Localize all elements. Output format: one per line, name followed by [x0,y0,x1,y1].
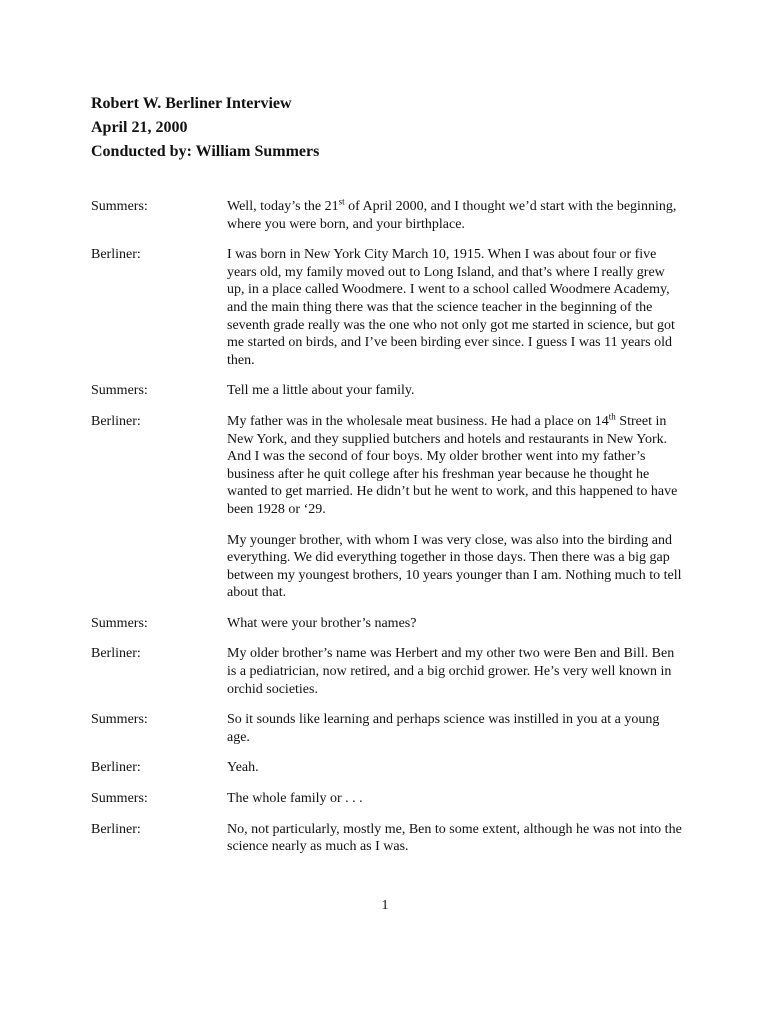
dialogue-paragraph [227,711,683,746]
transcript-entry [91,759,691,777]
dialogue-text: So it sounds like learning and perhaps science was instilled in you at a young age. [227,712,660,745]
transcript-entry [91,246,691,369]
dialogue-text: What were your brother’s names? [227,615,417,631]
dialogue-text: My younger brother, with whom I was very close, was also into the birding and everything. We did everything together in those days. Then there was a big gap between my youngest brothers, 10 years younger than I am. Nothing much to tell about that. [227,532,682,601]
transcript-entry [91,711,691,746]
speaker-label: Summers: [91,712,148,728]
speaker-label: Summers: [91,383,148,399]
transcript-entry [91,198,691,233]
page-number: 1 [381,898,389,913]
dialogue-text: Tell me a little about your family. [227,383,415,399]
dialogue-text: Yeah. [227,760,259,776]
dialogue-text: Street in New York, and they supplied butchers and hotels and restaurants in New York. And I was the second of four boys. My older brother went into my father’s business after he quit college after his freshman year because he thought he wanted to get married. He didn’t but he went to work, and this happened to have been 1928 or ‘29. [227,413,678,517]
entry-text [227,246,683,369]
entry-text [227,645,683,698]
dialogue-text: I was born in New York City March 10, 1915. When I was about four or five years old, my family moved out to Long Island, and that’s where I really grew up, in a place called Woodmere. I went to a school called Woodmere Academy, and the main thing there was that the science teacher in the beginning of the seventh grade really was the one who not only got me started in science, but got me started on birds, and I’ve been birding ever since. I guess I was 11 years old then. [227,247,675,368]
interviewer-line: Conducted by: William Summers [91,143,320,160]
speaker-label: Berliner: [91,760,141,776]
transcript-entry [91,821,691,856]
dialogue-paragraph [227,645,683,698]
dialogue-paragraph [227,790,683,808]
dialogue-text: Well, today’s the 21 [227,199,339,214]
document-header [91,92,319,164]
entry-text [227,615,683,633]
dialogue-paragraph [227,382,683,400]
dialogue-paragraph [227,532,683,602]
transcript [91,198,691,869]
dialogue-paragraph [227,413,683,519]
dialogue-text: My older brother’s name was Herbert and my other two were Ben and Bill. Ben is a pediatrician, now retired, and a big orchid grower. He’s very well known in orchid societies. [227,646,675,697]
speaker-label: Berliner: [91,821,141,837]
dialogue-paragraph [227,198,683,233]
dialogue-paragraph [227,246,683,369]
transcript-entry [91,413,691,602]
speaker-label: Berliner: [91,413,141,429]
interview-date: April 21, 2000 [91,119,188,136]
speaker-label: Summers: [91,199,148,214]
transcript-entry [91,645,691,698]
document-title: Robert W. Berliner Interview [91,95,292,112]
transcript-entry [91,790,691,808]
entry-text [227,790,683,808]
dialogue-paragraph [227,759,683,777]
ordinal-suffix: st [338,196,345,207]
entry-text [227,382,683,400]
dialogue-text: of April 2000, and I thought we’d start with the beginning, where you were born, and your birthplace. [227,199,677,232]
speaker-label: Berliner: [91,247,141,263]
transcript-entry [91,382,691,400]
dialogue-text: The whole family or . . . [227,791,363,807]
transcript-entry [91,615,691,633]
speaker-label: Berliner: [91,646,141,662]
entry-text [227,413,683,602]
entry-text [227,821,683,856]
entry-text [227,198,683,233]
entry-text [227,759,683,777]
ordinal-suffix: th [608,411,616,422]
speaker-label: Summers: [91,615,148,631]
dialogue-text: My father was in the wholesale meat business. He had a place on 14 [227,413,609,429]
entry-text [227,711,683,746]
dialogue-text: No, not particularly, mostly me, Ben to some extent, although he was not into the science nearly as much as I was. [227,821,682,855]
speaker-label: Summers: [91,791,148,807]
dialogue-paragraph [227,821,683,856]
dialogue-paragraph [227,615,683,633]
